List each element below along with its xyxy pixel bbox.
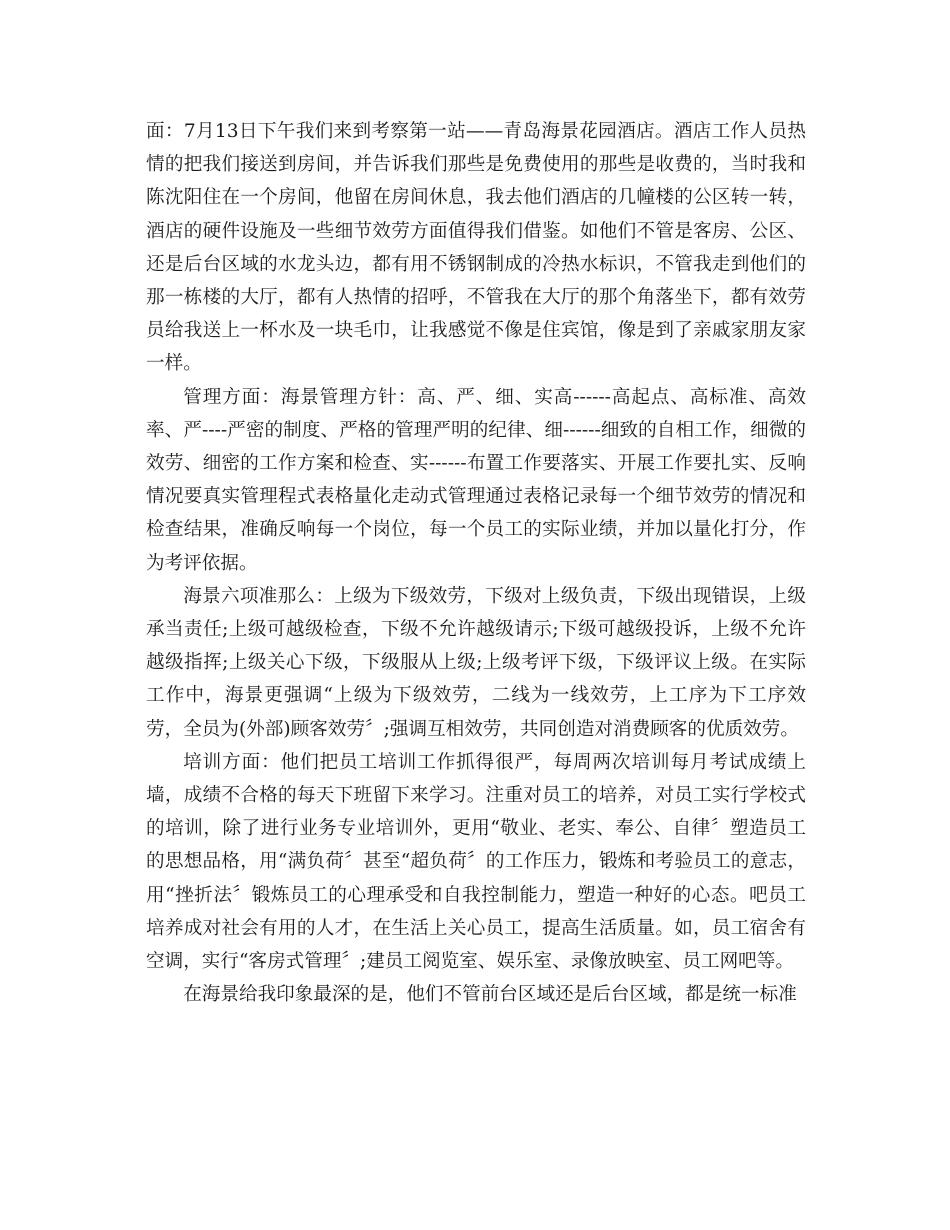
document-body <box>146 115 806 1011</box>
paragraph-impression: 在海景给我印象最深的是，他们不管前台区域还是后台区域，都是统一标准 <box>183 984 797 1006</box>
paragraph-management: 管理方面：海景管理方针：高、严、细、实高------高起点、高标准、高效率、严----严密的制度、严格的管理严明的纪律、细------细致的自相工作，细微的效劳、细密的工作方案和检查、实------布置工作要落实、开展工作要扎实、反响情况要真实管理程式表格量化走动式管理通过表格记录每一个细节效劳的情况和检查结果，准确反响每一个岗位，每一个员工的实际业绩，并加以量化打分，作为考评依据。 <box>146 386 806 574</box>
paragraph-training: 培训方面：他们把员工培训工作抓得很严，每周两次培训每月考试成绩上墙，成绩不合格的每天下班留下来学习。注重对员工的培养，对员工实行学校式的培训，除了进行业务专业培训外，更用“敬业、老实、奉公、自律〞塑造员工的思想品格，用“满负荷〞甚至“超负荷〞的工作压力，锻炼和考验员工的意志，用“挫折法〞锻炼员工的心理承受和自我控制能力，塑造一种好的心态。吧员工培养成对社会有用的人才，在生活上关心员工，提高生活质量。如，员工宿舍有空调，实行“客房式管理〞;建员工阅览室、娱乐室、录像放映室、员工网吧等。 <box>146 751 806 973</box>
paragraph-hotel-visit: 面：7月13日下午我们来到考察第一站——青岛海景花园酒店。酒店工作人员热情的把我们接送到房间，并告诉我们那些是免费使用的那些是收费的，当时我和陈沈阳住在一个房间，他留在房间休息，我去他们酒店的几幢楼的公区转一转，酒店的硬件设施及一些细节效劳方面值得我们借鉴。如他们不管是客房、公区、还是后台区域的水龙头边，都有用不锈钢制成的冷热水标识，不管我走到他们的那一栋楼的大厅，都有人热情的招呼，不管我在大厅的那个角落坐下，都有效劳员给我送上一杯水及一块毛巾，让我感觉不像是住宾馆，像是到了亲戚家朋友家一样。 <box>146 121 806 375</box>
paragraph-six-principles: 海景六项准那么：上级为下级效劳，下级对上级负责，下级出现错误，上级承当责任;上级可越级检查，下级不允许越级请示;下级可越级投诉，上级不允许越级指挥;上级关心下级，下级服从上级;上级考评下级，下级评议上级。在实际工作中，海景更强调“上级为下级效劳，二线为一线效劳，上工序为下工序效劳，全员为(外部)顾客效劳〞;强调互相效劳，共同创造对消费顾客的优质效劳。 <box>146 585 806 740</box>
